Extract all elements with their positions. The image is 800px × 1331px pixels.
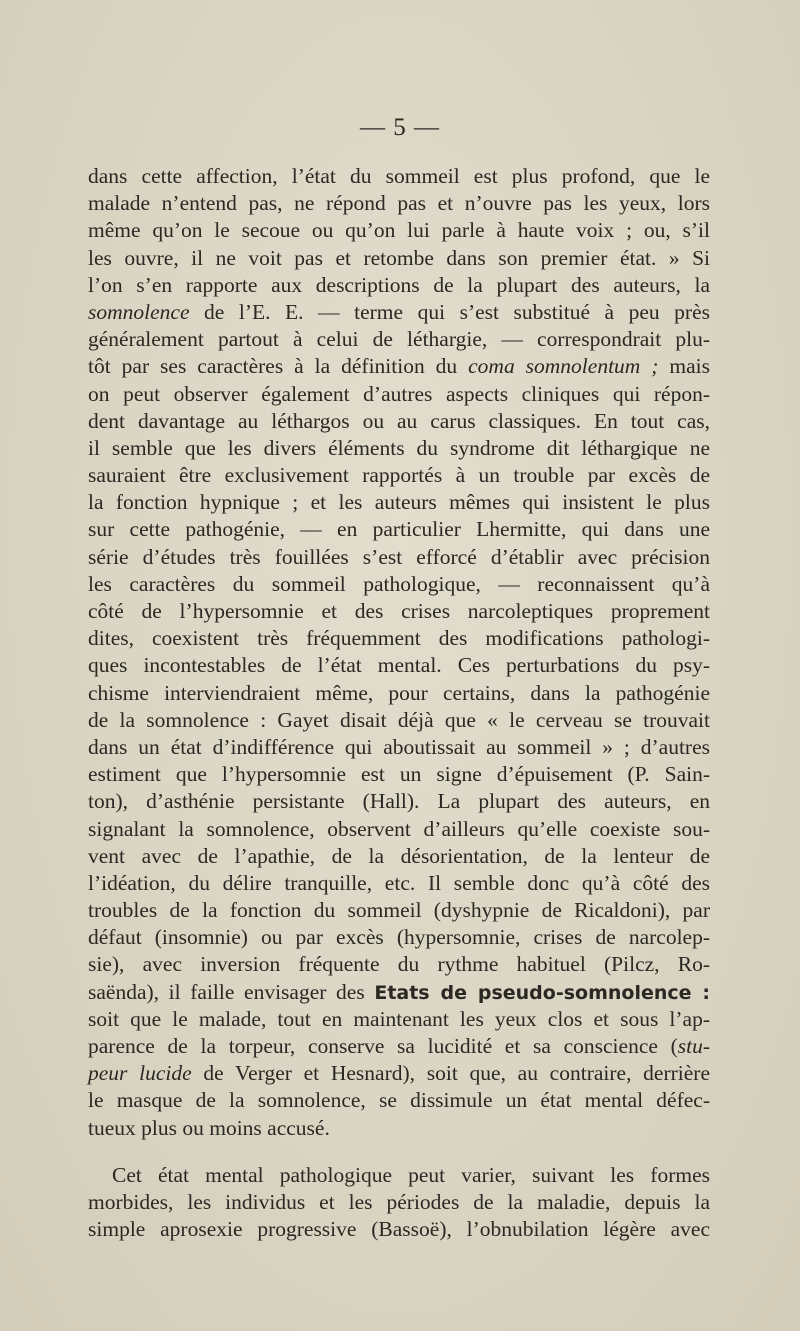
text-line: morbides, les individus et les périodes de la maladie, depuis la xyxy=(88,1189,710,1214)
text-line: simple aprosexie progressive (Bassoë), l’obnubilation légère avec xyxy=(88,1217,710,1242)
text-line: vent avec de l’apathie, de la désorientation, de la lenteur de xyxy=(88,843,710,868)
text-line: sur cette pathogénie, — en particulier Lhermitte, qui dans une xyxy=(88,517,710,542)
text-span: de Verger et Hesnard), soit que, au contraire, derrière xyxy=(191,1061,710,1086)
italic-term: somnolence xyxy=(88,299,190,324)
text-span: parence de la torpeur, conserve sa lucidité et sa conscience ( xyxy=(88,1034,678,1058)
text-line: ton), d’asthénie persistante (Hall). La plupart des auteurs, en xyxy=(88,789,710,814)
text-line xyxy=(88,1033,710,1060)
text-line: malade n’entend pas, ne répond pas et n’ouvre pas les yeux, lors xyxy=(88,191,710,216)
text-line xyxy=(88,353,710,380)
text-line: sie), avec inversion fréquente du rythme habituel (Pilcz, Ro- xyxy=(88,952,710,977)
text-line xyxy=(88,1060,710,1087)
bold-heading-term: Etats de pseudo-somnolence : xyxy=(374,981,710,1004)
text-span: saënda), il faille envisager des xyxy=(88,979,375,1004)
text-line: les caractères du sommeil pathologique, — reconnaissent qu’à xyxy=(88,571,710,596)
text-line: défaut (insomnie) ou par excès (hypersomnie, crises de narcolep- xyxy=(88,925,710,950)
text-span: mais xyxy=(658,354,711,379)
text-line: série d’études très fouillées s’est efforcé d’établir avec précision xyxy=(88,544,710,569)
text-line: même qu’on le secoue ou qu’on lui parle à haute voix ; ou, s’il xyxy=(88,218,710,243)
text-line: de la somnolence : Gayet disait déjà que « le cerveau se trouvait xyxy=(88,707,710,732)
text-line: l’idéation, du délire tranquille, etc. Il semble donc qu’à côté des xyxy=(88,870,710,895)
text-line: l’on s’en rapporte aux descriptions de la plupart des auteurs, la xyxy=(88,272,710,297)
text-line: estiment que l’hypersomnie est un signe d’épuisement (P. Sain- xyxy=(88,762,710,787)
text-line xyxy=(88,299,710,326)
text-line: la fonction hypnique ; et les auteurs mêmes qui insistent le plus xyxy=(88,490,710,515)
text-span: de l’E. E. — terme qui s’est substitué à peu près xyxy=(189,299,710,324)
text-line: il semble que les divers éléments du syndrome dit léthargique ne xyxy=(88,435,710,460)
text-line: soit que le malade, tout en maintenant les yeux clos et sous l’ap- xyxy=(88,1006,710,1031)
text-line: les ouvre, il ne voit pas et retombe dans son premier état. » Si xyxy=(88,245,710,270)
text-span: tôt par ses caractères à la définition du xyxy=(88,354,469,379)
text-line: dent davantage au léthargos ou au carus classiques. En tout cas, xyxy=(88,408,710,433)
paragraph-gap xyxy=(88,1142,710,1162)
text-line: le masque de la somnolence, se dissimule un état mental défec- xyxy=(88,1088,710,1113)
text-line: généralement partout à celui de léthargie, — correspondrait plu- xyxy=(88,327,710,352)
text-line: dites, coexistent très fréquemment des modifications pathologi- xyxy=(88,626,710,651)
body-text xyxy=(88,163,710,1243)
text-line: dans cette affection, l’état du sommeil est plus profond, que le xyxy=(88,164,710,188)
text-line: chisme interviendraient même, pour certains, dans la pathogénie xyxy=(88,680,710,705)
text-line xyxy=(88,979,710,1006)
italic-term: coma somnolentum ; xyxy=(468,354,659,379)
text-line: ques incontestables de l’état mental. Ces perturbations du psy- xyxy=(88,653,710,678)
italic-term: peur lucide xyxy=(88,1061,192,1086)
text-line: dans un état d’indifférence qui aboutissait au sommeil » ; d’autres xyxy=(88,734,710,759)
page-number: — 5 — xyxy=(360,114,440,141)
text-line: sauraient être exclusivement rapportés à un trouble par excès de xyxy=(88,463,710,488)
italic-term: stu- xyxy=(677,1034,710,1058)
text-line: troubles de la fonction du sommeil (dyshypnie de Ricaldoni), par xyxy=(88,898,710,923)
text-line: signalant la somnolence, observent d’ailleurs qu’elle coexiste sou- xyxy=(88,816,710,841)
text-line: on peut observer également d’autres aspects cliniques qui répon- xyxy=(88,381,710,406)
text-line: côté de l’hypersomnie et des crises narcoleptiques proprement xyxy=(88,599,710,623)
text-line: Cet état mental pathologique peut varier, suivant les formes xyxy=(112,1162,710,1187)
text-line: tueux plus ou moins accusé. xyxy=(88,1115,330,1140)
